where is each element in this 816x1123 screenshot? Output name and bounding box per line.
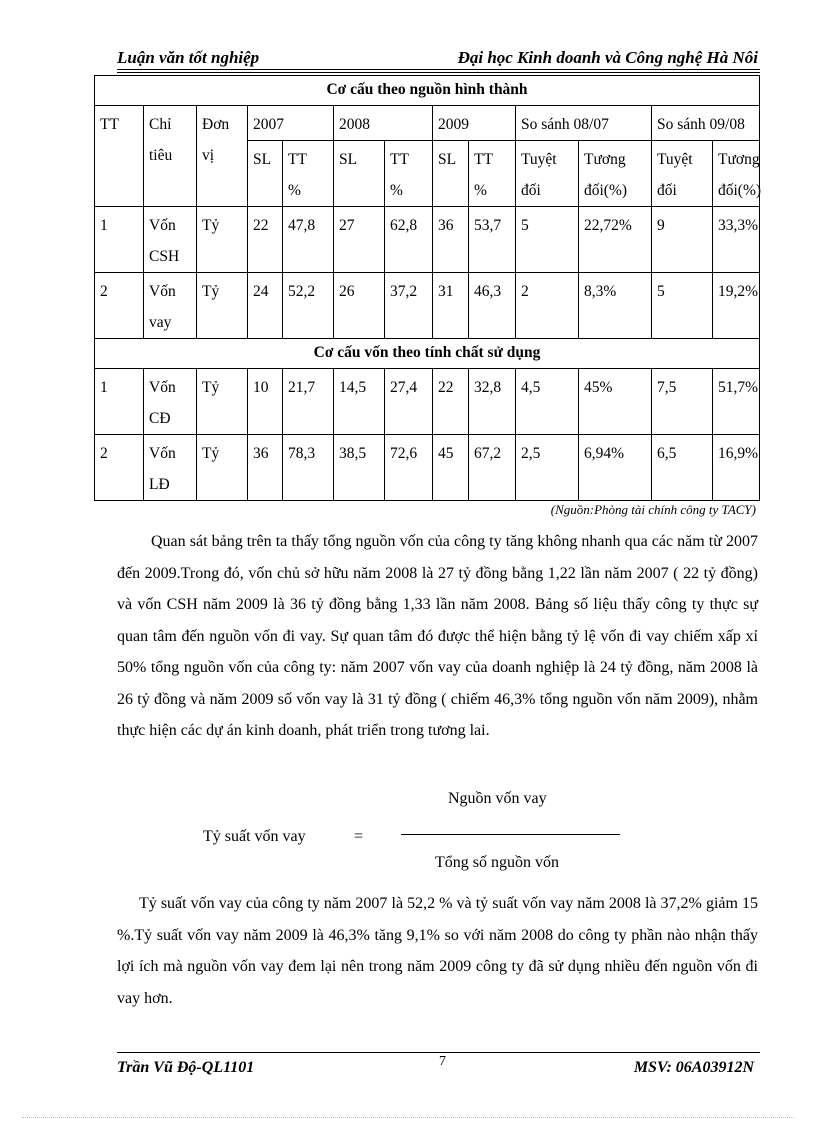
table-row (95, 207, 760, 273)
col-header-sl-2007: SL (248, 141, 283, 207)
cell-tt-2009: 46,3 (469, 273, 516, 339)
cell-sl-2007: 10 (248, 369, 283, 435)
cell-relative-0807: 8,3% (579, 273, 652, 339)
footer-author: Trần Vũ Độ-QL1101 (117, 1059, 255, 1076)
cell-tt-2008: 62,8 (385, 207, 433, 273)
cell-sl-2009: 22 (433, 369, 469, 435)
cell-sl-2009: 45 (433, 435, 469, 501)
col-header-sl-2009: SL (433, 141, 469, 207)
page-edge (22, 1117, 794, 1118)
col-header-tt-2009: TT % (469, 141, 516, 207)
cell-unit: Tỷ (197, 369, 248, 435)
cell-absolute-0807: 4,5 (516, 369, 579, 435)
cell-relative-0908: 51,7% (713, 369, 760, 435)
col-header-tt: TT (95, 106, 144, 207)
col-header-2007: 2007 (248, 106, 334, 141)
col-header-tt-2008: TT % (385, 141, 433, 207)
cell-absolute-0908: 6,5 (652, 435, 713, 501)
cell-unit: Tỷ (197, 207, 248, 273)
cell-absolute-0908: 5 (652, 273, 713, 339)
cell-tt-2009: 53,7 (469, 207, 516, 273)
cell-sl-2009: 31 (433, 273, 469, 339)
cell-relative-0908: 33,3% (713, 207, 760, 273)
col-header-2008: 2008 (334, 106, 433, 141)
cell-unit: Tỷ (197, 273, 248, 339)
paragraph-analysis-text: Quan sát bảng trên ta thấy tổng nguồn vốn của công ty tăng không nhanh qua các năm từ 2007 đến 2009.Trong đó, vốn chủ sở hữu năm 2008 là 27 tỷ đồng bằng 1,22 lần năm 2007 ( 22 tỷ đồng) và vốn CSH năm 2009 là 36 tỷ đồng bằng 1,33 lần năm 2008. Bảng số liệu thấy công ty thực sự quan tâm đến nguồn vốn đi vay. Sự quan tâm đó được thể hiện bằng tỷ lệ vốn đi vay chiếm xấp xỉ 50% tổng nguồn vốn của công ty: năm 2007 vốn vay của doanh nghiệp là 24 tỷ đồng, năm 2008 là 26 tỷ đồng và năm 2009 số vốn vay là 31 tỷ đồng ( chiếm 46,3% tổng nguồn vốn năm 2009), nhằm thực hiện các dự án kinh doanh, phát triển trong tương lai. (117, 533, 758, 739)
cell-relative-0807: 45% (579, 369, 652, 435)
cell-sl-2007: 36 (248, 435, 283, 501)
cell-absolute-0908: 7,5 (652, 369, 713, 435)
cell-tt-2008: 37,2 (385, 273, 433, 339)
formula-numerator: Nguồn vốn vay (448, 790, 547, 807)
table-row (95, 273, 760, 339)
cell-tt: 2 (95, 273, 144, 339)
cell-sl-2008: 38,5 (334, 435, 385, 501)
cell-sl-2009: 36 (433, 207, 469, 273)
col-header-absolute-0908: Tuyệt đối (652, 141, 713, 207)
formula-equals: = (354, 828, 364, 845)
cell-relative-0908: 16,9% (713, 435, 760, 501)
cell-absolute-0807: 2 (516, 273, 579, 339)
col-header-compare-0908: So sánh 09/08 (652, 106, 760, 141)
table-row (95, 435, 760, 501)
cell-indicator: Vốn CĐ (144, 369, 197, 435)
cell-tt-2007: 78,3 (283, 435, 334, 501)
cell-tt: 1 (95, 369, 144, 435)
col-header-relative-0807: Tương đối(%) (579, 141, 652, 207)
col-header-2009: 2009 (433, 106, 516, 141)
page-header (117, 44, 760, 72)
table-source-note: (Nguồn:Phòng tài chính công ty TACY) (550, 502, 756, 517)
page-footer (117, 1052, 760, 1082)
footer-student-id: MSV: 06A03912N (633, 1059, 754, 1076)
table-header-row-1 (95, 106, 760, 141)
cell-tt-2007: 47,8 (283, 207, 334, 273)
cell-tt-2009: 32,8 (469, 369, 516, 435)
cell-relative-0908: 19,2% (713, 273, 760, 339)
cell-sl-2007: 24 (248, 273, 283, 339)
cell-absolute-0807: 2,5 (516, 435, 579, 501)
cell-tt: 2 (95, 435, 144, 501)
cell-tt-2008: 72,6 (385, 435, 433, 501)
cell-relative-0807: 6,94% (579, 435, 652, 501)
cell-tt: 1 (95, 207, 144, 273)
footer-rule (117, 1052, 760, 1053)
header-rule-thin (117, 72, 760, 73)
cell-absolute-0908: 9 (652, 207, 713, 273)
col-header-unit: Đơn vị (197, 106, 248, 207)
col-header-compare-0807: So sánh 08/07 (516, 106, 652, 141)
col-header-absolute-0807: Tuyệt đối (516, 141, 579, 207)
header-university: Đại học Kinh doanh và Công nghệ Hà Nôi (457, 48, 758, 67)
cell-sl-2008: 26 (334, 273, 385, 339)
col-header-indicator: Chỉ tiêu (144, 106, 197, 207)
col-header-relative-0908: Tương đối(%) (713, 141, 760, 207)
cell-unit: Tỷ (197, 435, 248, 501)
formula-denominator: Tổng số nguồn vốn (435, 854, 559, 871)
header-thesis-title: Luận văn tốt nghiệp (117, 48, 260, 67)
page-number: 7 (439, 1054, 446, 1069)
cell-relative-0807: 22,72% (579, 207, 652, 273)
cell-sl-2007: 22 (248, 207, 283, 273)
cell-tt-2007: 21,7 (283, 369, 334, 435)
col-header-tt-2007: TT % (283, 141, 334, 207)
capital-structure-table (94, 75, 760, 501)
header-rule (117, 69, 760, 70)
cell-indicator: Vốn LĐ (144, 435, 197, 501)
cell-absolute-0807: 5 (516, 207, 579, 273)
cell-indicator: Vốn vay (144, 273, 197, 339)
section-title-usage: Cơ cấu vốn theo tính chất sử dụng (95, 339, 760, 369)
paragraph-loan-ratio-text: Tỷ suất vốn vay của công ty năm 2007 là 52,2 % và tỷ suất vốn vay năm 2008 là 37,2% giảm 15 %.Tỷ suất vốn vay năm 2009 là 46,3% tăng 9,1% so với năm 2008 do công ty phần nào nhận thấy lợi ích mà nguồn vốn vay đem lại nên trong năm 2009 công ty đã sử dụng nhiều đến nguồn vốn đi vay hơn. (117, 895, 758, 1007)
formula-label: Tỷ suất vốn vay (203, 828, 306, 845)
cell-tt-2008: 27,4 (385, 369, 433, 435)
fraction-bar (401, 834, 620, 835)
cell-sl-2008: 27 (334, 207, 385, 273)
table-row (95, 369, 760, 435)
cell-tt-2009: 67,2 (469, 435, 516, 501)
section-title-source: Cơ cấu theo nguồn hình thành (95, 76, 760, 106)
cell-sl-2008: 14,5 (334, 369, 385, 435)
cell-indicator: Vốn CSH (144, 207, 197, 273)
col-header-sl-2008: SL (334, 141, 385, 207)
loan-ratio-formula (0, 786, 816, 878)
cell-tt-2007: 52,2 (283, 273, 334, 339)
paragraph-analysis (117, 526, 758, 747)
paragraph-loan-ratio (117, 888, 758, 1014)
